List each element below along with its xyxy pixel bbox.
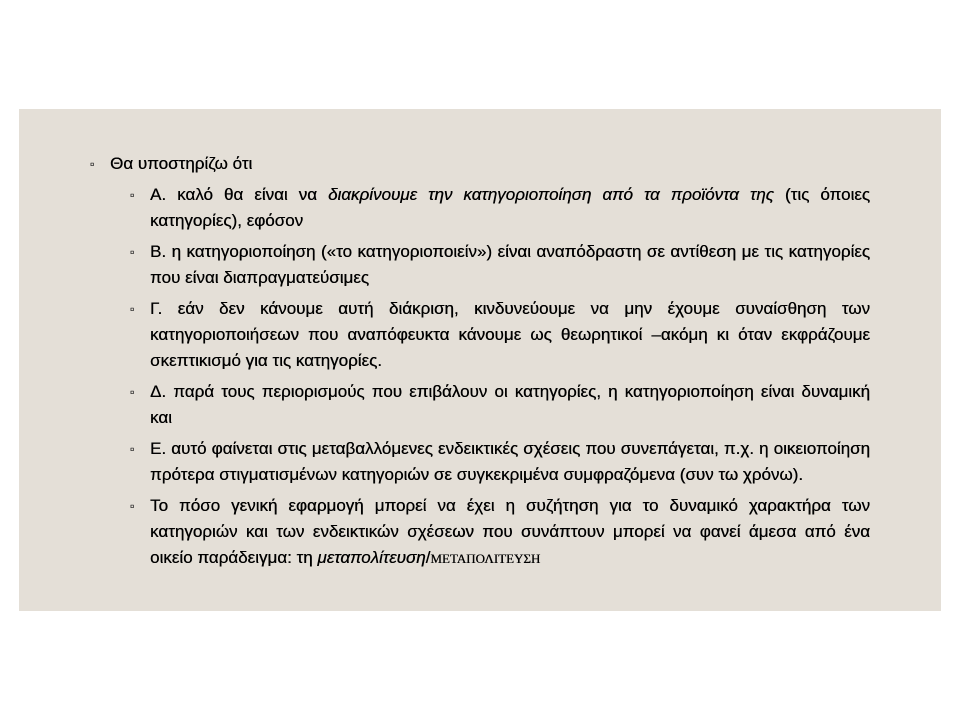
list-item-d xyxy=(130,379,870,431)
list-item-e xyxy=(130,436,870,488)
list-item-f-text xyxy=(150,493,870,572)
square-bullet-icon: ▫ xyxy=(130,245,135,259)
list-item-f-slash: / xyxy=(425,548,431,567)
list-item-e-text: Ε. αυτό φαίνεται στις μεταβαλλόμενες ενδεικτικές σχέσεις που συνεπάγεται, π.χ. η οικειοποίηση πρότερα στιγματισμένων κατηγοριών σε συγκεκριμένα συμφραζόμενα (συν τω χρόνω). xyxy=(150,439,870,484)
list-item-b xyxy=(130,239,870,291)
square-bullet-icon: ▫ xyxy=(130,442,135,456)
list-item-a xyxy=(130,182,870,234)
slide-content xyxy=(90,151,870,572)
list-item-b-text: Β. η κατηγοριοποίηση («το κατηγοριοποιείν») είναι αναπόδραστη σε αντίθεση με τις κατηγορίες που είναι διαπραγματεύσιμες xyxy=(150,242,870,287)
heading-bullet-item xyxy=(90,151,870,177)
square-bullet-icon: ▫ xyxy=(130,385,135,399)
list-item-a-text xyxy=(150,182,870,234)
square-bullet-icon: ▫ xyxy=(130,302,135,316)
list-item-c-text: Γ. εάν δεν κάνουμε αυτή διάκριση, κινδυνεύουμε να μην έχουμε συναίσθηση των κατηγοριοποιήσεων που αναπόφευκτα κάνουμε ως θεωρητικοί –ακόμη κι όταν εκφράζουμε σκεπτικισμό για τις κατηγορίες. xyxy=(150,299,870,370)
square-bullet-icon: ▫ xyxy=(130,188,135,202)
list-item-a-prefix: Α. καλό θα είναι να xyxy=(150,185,329,204)
list-item-a-suffix: (τις όποιες κατηγορίες), εφόσον xyxy=(150,185,870,230)
list-item-f-italic: μεταπολίτευση xyxy=(317,548,426,567)
square-bullet-icon: ▫ xyxy=(90,157,95,171)
square-bullet-icon: ▫ xyxy=(130,499,135,513)
list-item-f xyxy=(130,493,870,572)
list-item-f-prefix: Το πόσο γενική εφαρμογή μπορεί να έχει η συζήτηση για το δυναμικό χαρακτήρα των κατηγοριών και των ενδεικτικών σχέσεων που συνάπτουν μπορεί να φανεί άμεσα από ένα οικείο παράδειγμα: τη xyxy=(150,496,870,567)
heading-text: Θα υποστηρίζω ότι xyxy=(110,154,253,173)
list-item-a-italic: διακρίνουμε την κατηγοριοποίηση από τα προϊόντα της xyxy=(328,185,774,204)
list-item-c xyxy=(130,296,870,374)
list-item-d-text: Δ. παρά τους περιορισμούς που επιβάλουν οι κατηγορίες, η κατηγοριοποίηση είναι δυναμική και xyxy=(150,382,870,427)
slide-panel xyxy=(19,109,941,611)
list-item-f-caps: ΜΕΤΑΠΟΛΙΤΕΥΣΗ xyxy=(430,551,541,566)
